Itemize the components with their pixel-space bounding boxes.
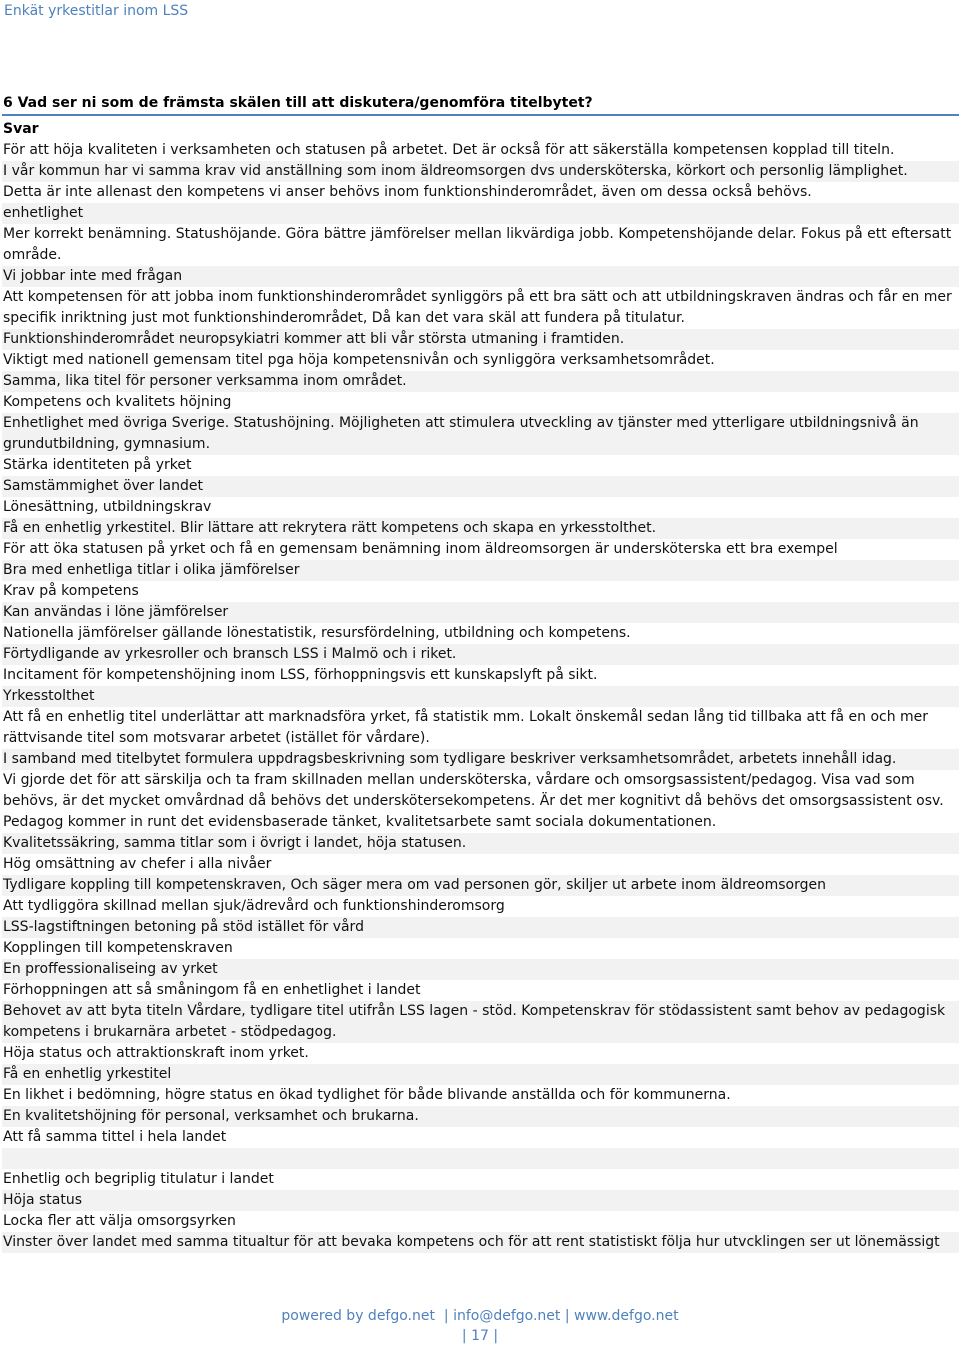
answer-item: enhetlighet	[2, 203, 959, 224]
answer-item: Kompetens och kvalitets höjning	[3, 394, 232, 410]
answer-item: Behovet av att byta titeln Vårdare, tydligare titel utifrån LSS lagen - stöd. Kompetenskrav för stödassistent samt behov av pedagogisk kompetens i brukarnära arbetet - stödpedagog.	[2, 1001, 959, 1043]
answer-item: Mer korrekt benämning. Statushöjande. Göra bättre jämförelser mellan likvärdiga jobb. Kompetenshöjande delar. Fokus på ett eftersatt område.	[3, 226, 952, 263]
footer-separator: |	[564, 1308, 570, 1324]
answer-item: Att kompetensen för att jobba inom funktionshinderområdet synliggörs på ett bra sätt och att utbildningskraven ändras och får en mer specifik inriktning just mot funktionshinderområdet, Då kan det vara skäl att fundera på titulatur.	[3, 289, 952, 326]
answer-item: Att få samma tittel i hela landet	[3, 1129, 227, 1145]
answer-item: Incitament för kompetenshöjning inom LSS, förhoppningsvis ett kunskapslyft på sikt.	[3, 667, 598, 683]
page-number: | 17 |	[461, 1328, 499, 1344]
answer-item: Vi gjorde det för att särskilja och ta fram skillnaden mellan undersköterska, vårdare och omsorgsassistent/pedagog. Visa vad som behövs, är det mycket omvårdnad då behövs det underskötersekompetens. Är det mer kognitivt då behövs det omsorgsassistent osv. Pedagog kommer in runt det evidensbaserade tänket, kvalitetsarbete samt sociala dokumentationen.	[3, 772, 944, 830]
answer-list	[2, 140, 959, 1253]
answer-item: Samstämmighet över landet	[2, 476, 959, 497]
answer-item: Tydligare koppling till kompetenskraven, Och säger mera om vad personen gör, skiljer ut arbete inom äldreomsorgen	[2, 875, 959, 896]
answer-item: Krav på kompetens	[3, 583, 139, 599]
answer-item: LSS-lagstiftningen betoning på stöd istället för vård	[2, 917, 959, 938]
answer-item: Få en enhetlig yrkestitel	[2, 1064, 959, 1085]
answer-item: Kopplingen till kompetenskraven	[3, 940, 233, 956]
document-header-title: Enkät yrkestitlar inom LSS	[4, 3, 189, 19]
answer-item: För att öka statusen på yrket och få en gemensam benämning inom äldreomsorgen är undersköterska ett bra exempel	[3, 541, 838, 557]
answer-item: Vi jobbar inte med frågan	[2, 266, 959, 287]
answer-item: Yrkesstolthet	[2, 686, 959, 707]
answer-item: En likhet i bedömning, högre status en ökad tydlighet för både blivande anställda och för kommunerna.	[3, 1087, 731, 1103]
page-number-value: 17	[471, 1328, 489, 1344]
answer-item: Vinster över landet med samma titualtur för att bevaka kompetens och för att rent statistiskt följa hur utvcklingen ser ut lönemässigt	[2, 1232, 959, 1253]
answer-item: Viktigt med nationell gemensam titel pga höja kompetensnivån och synliggöra verksamhetsområdet.	[3, 352, 715, 368]
answer-item: Att tydliggöra skillnad mellan sjuk/ädrevård och funktionshinderomsorg	[3, 898, 505, 914]
answer-item: Bra med enhetliga titlar i olika jämförelser	[2, 560, 959, 581]
powered-by-link[interactable]: powered by defgo.net	[281, 1308, 435, 1324]
answer-item: För att höja kvaliteten i verksamheten och statusen på arbetet. Det är också för att säkerställa kompetensen kopplad till titeln.	[3, 142, 895, 158]
answer-item: Nationella jämförelser gällande lönestatistik, resursfördelning, utbildning och kompetens.	[3, 625, 631, 641]
answer-item	[2, 1148, 959, 1169]
answer-item: En proffessionaliseing av yrket	[2, 959, 959, 980]
answer-item: Detta är inte allenast den kompetens vi anser behövs inom funktionshinderområdet, även om dessa också behövs.	[3, 184, 812, 200]
answer-item: Enhetlig och begriplig titulatur i landet	[3, 1171, 274, 1187]
answer-item: Samma, lika titel för personer verksamma inom området.	[2, 371, 959, 392]
answer-item: Kvalitetssäkring, samma titlar som i övrigt i landet, höja statusen.	[2, 833, 959, 854]
website-link[interactable]: www.defgo.net	[574, 1308, 679, 1324]
answer-item: Locka fler att välja omsorgsyrken	[3, 1213, 236, 1229]
answer-item: Hög omsättning av chefer i alla nivåer	[3, 856, 272, 872]
footer-separator: |	[439, 1308, 454, 1324]
answer-item: Stärka identiteten på yrket	[3, 457, 192, 473]
answer-heading: Svar	[3, 121, 39, 137]
answer-item: Förtydligande av yrkesroller och bransch LSS i Malmö och i riket.	[2, 644, 959, 665]
page-footer	[0, 1306, 960, 1346]
answer-item: I samband med titelbytet formulera uppdragsbeskrivning som tydligare beskriver verksamhetsområdet, arbetets innehåll idag.	[2, 749, 959, 770]
answer-item: Höja status och attraktionskraft inom yrket.	[3, 1045, 309, 1061]
answer-item: Kan användas i löne jämförelser	[2, 602, 959, 623]
question-block	[2, 93, 959, 1253]
answer-item: Höja status	[2, 1190, 959, 1211]
answer-item: Enhetlighet med övriga Sverige. Statushöjning. Möjligheten att stimulera utveckling av tjänster med ytterligare utbildningsnivå än grundutbildning, gymnasium.	[2, 413, 959, 455]
answer-item: I vår kommun har vi samma krav vid anställning som inom äldreomsorgen dvs undersköterska, körkort och personlig lämplighet.	[2, 161, 959, 182]
answer-item: En kvalitetshöjning för personal, verksamhet och brukarna.	[2, 1106, 959, 1127]
answer-item: Förhoppningen att så småningom få en enhetlighet i landet	[3, 982, 421, 998]
question-title: 6 Vad ser ni som de främsta skälen till att diskutera/genomföra titelbytet?	[2, 93, 959, 116]
answer-item: Få en enhetlig yrkestitel. Blir lättare att rekrytera rätt kompetens och skapa en yrkesstolthet.	[2, 518, 959, 539]
email-link[interactable]: info@defgo.net	[453, 1308, 561, 1324]
answer-item: Lönesättning, utbildningskrav	[3, 499, 212, 515]
answer-item: Funktionshinderområdet neuropsykiatri kommer att bli vår största utmaning i framtiden.	[2, 329, 959, 350]
answer-item: Att få en enhetlig titel underlättar att marknadsföra yrket, få statistik mm. Lokalt önskemål sedan lång tid tillbaka att få en och mer rättvisande titel som motsvarar arbetet (istället för vårdare).	[3, 709, 929, 746]
